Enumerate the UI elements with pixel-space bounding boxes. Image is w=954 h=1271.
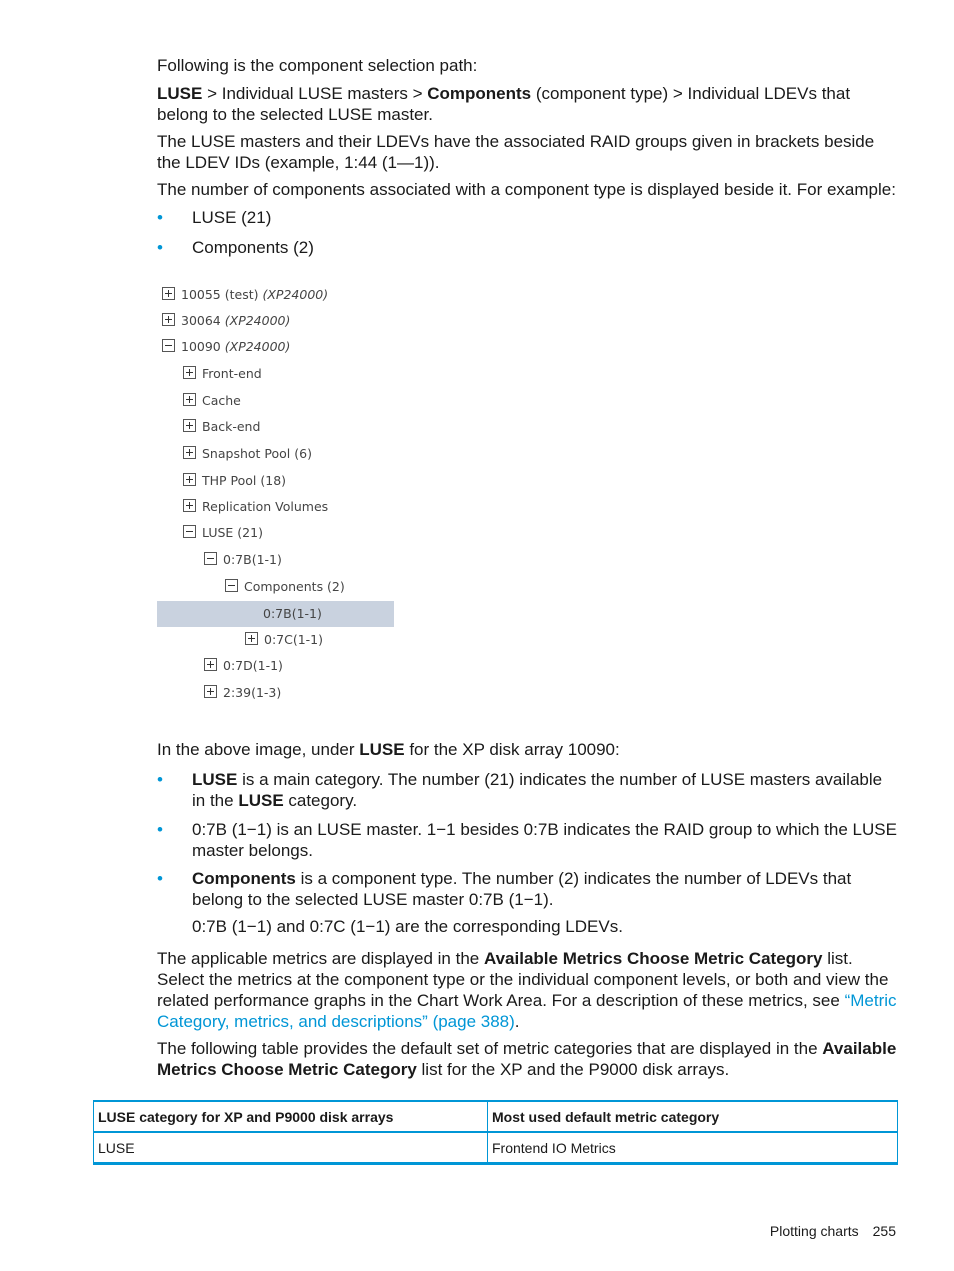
tree-node[interactable]: Back-end [183,418,260,436]
component-tree-figure [157,280,397,705]
expand-icon[interactable] [162,287,175,300]
expand-icon[interactable] [204,658,217,671]
tree-node[interactable]: 10055 (test) (XP24000) [162,286,328,304]
tree-node[interactable]: LUSE (21) [183,524,263,542]
metric-category-table [93,1100,898,1165]
table-cell: Frontend IO Metrics [488,1132,898,1164]
tree-node[interactable]: THP Pool (18) [183,472,286,490]
expand-icon[interactable] [245,632,258,645]
ldev-note: 0:7B (1−1) and 0:7C (1−1) are the corresponding LDEVs. [192,917,623,936]
list-item: • Components is a component type. The number (2) indicates the number of LDEVs that belong to the selected LUSE master 0:7B (1−1). [157,869,852,909]
tree-node[interactable]: 0:7C(1-1) [245,631,323,649]
footer-section: Plotting charts [769,1223,859,1239]
expand-icon[interactable] [183,393,196,406]
tree-node[interactable]: 10090 (XP24000) [162,338,290,356]
expand-icon[interactable] [204,685,217,698]
selection-path: LUSE > Individual LUSE masters > Components (component type) > Individual LDEVs that belong to the selected LUSE master. [157,84,851,124]
tree-node[interactable]: Replication Volumes [183,498,328,516]
intro-paragraph: Following is the component selection path: [157,56,478,75]
collapse-icon[interactable] [183,525,196,538]
explain-lead: In the above image, under LUSE for the XP disk array 10090: [157,740,620,759]
metric-category-link[interactable]: “Metric Category, metrics, and descriptions” (page 388) [157,991,897,1031]
expand-icon[interactable] [183,473,196,486]
page-footer [770,1223,896,1239]
list-item: • Components (2) [157,238,314,257]
collapse-icon[interactable] [204,552,217,565]
tree-node[interactable]: Snapshot Pool (6) [183,445,312,463]
collapse-icon[interactable] [162,339,175,352]
tree-node[interactable]: 30064 (XP24000) [162,312,290,330]
tree-node[interactable]: Components (2) [225,578,345,596]
count-paragraph: The number of components associated with a component type is displayed beside it. For example: [157,180,896,199]
tree-node-selected[interactable]: 0:7B(1-1) [263,606,322,621]
tree-node[interactable]: Cache [183,392,241,410]
expand-icon[interactable] [183,366,196,379]
collapse-icon[interactable] [225,579,238,592]
table-header-cell: LUSE category for XP and P9000 disk arrays [94,1101,488,1132]
expand-icon[interactable] [183,419,196,432]
table-cell: LUSE [94,1132,488,1164]
metrics-paragraph: The applicable metrics are displayed in the Available Metrics Choose Metric Category list. Select the metrics at the component type or the individual component levels, or both and view the related performance graphs in the Chart Work Area. For a description of these metrics, see “Metric Category, metrics, and descriptions” (page 388). [157,949,897,1031]
tree-node[interactable]: Front-end [183,365,262,383]
tree-node[interactable]: 0:7B(1-1) [204,551,282,569]
list-item: • LUSE (21) [157,208,272,227]
expand-icon[interactable] [183,499,196,512]
list-item: • LUSE is a main category. The number (21) indicates the number of LUSE masters available in the LUSE category. [157,770,883,810]
raid-paragraph: The LUSE masters and their LDEVs have the associated RAID groups given in brackets beside the LDEV IDs (example, 1:44 (1—1)). [157,132,875,172]
list-item: • 0:7B (1−1) is an LUSE master. 1−1 besides 0:7B indicates the RAID group to which the LUSE master belongs. [157,820,897,860]
table-header-row [94,1101,898,1132]
table-header-cell: Most used default metric category [488,1101,898,1132]
expand-icon[interactable] [162,313,175,326]
page-number: 255 [872,1223,896,1239]
table-intro-paragraph: The following table provides the default set of metric categories that are displayed in the Available Metrics Choose Metric Category list for the XP and the P9000 disk arrays. [157,1039,897,1079]
tree-node[interactable]: 2:39(1-3) [204,684,281,702]
expand-icon[interactable] [183,446,196,459]
table-row [94,1132,898,1164]
tree-node[interactable]: 0:7D(1-1) [204,657,283,675]
